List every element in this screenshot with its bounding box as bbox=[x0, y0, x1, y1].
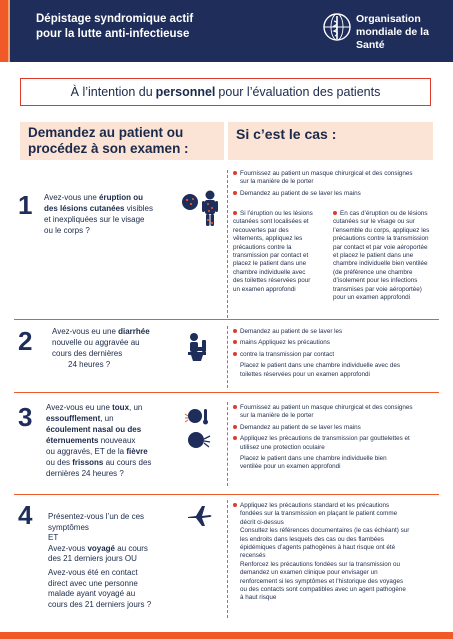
action-line: épidémiques d’agents pathogènes à haut risque ont été bbox=[240, 544, 396, 552]
section-4-question-line: direct avec une personne bbox=[48, 578, 138, 588]
action-text: Fournissez au patient un masque chirurgical et des consignes bbox=[240, 170, 413, 177]
action-line: utilisez une protection oculaire bbox=[240, 443, 325, 451]
section-4-question bbox=[48, 512, 180, 610]
bullet-dot-icon bbox=[233, 211, 237, 215]
action-text: contre la transmission par contact bbox=[240, 350, 335, 358]
section-1-question bbox=[44, 192, 176, 236]
action-bullet bbox=[233, 435, 445, 443]
bullet-dot-icon bbox=[233, 191, 237, 195]
action-line bbox=[233, 210, 335, 218]
section-1-question-line: des lésions cutanées visibles bbox=[44, 204, 153, 213]
bullet-dot-icon bbox=[233, 171, 237, 175]
section-3-separator bbox=[227, 402, 228, 486]
bullet-dot-icon bbox=[333, 211, 337, 215]
section-1-separator bbox=[227, 170, 228, 318]
action-line: précautions contre la bbox=[233, 243, 292, 251]
action-line: placez le patient dans une bbox=[233, 260, 307, 268]
skin-rash-icon bbox=[180, 188, 224, 228]
action-line: renforcement si les symptômes et l’historique des voyages bbox=[240, 577, 404, 585]
section-1-question-line: et inexpliquées sur le visage bbox=[44, 215, 145, 224]
column-header-questions-line2: procédez à son examen : bbox=[28, 141, 189, 156]
action-text: Demandez au patient de se laver les mains bbox=[240, 189, 361, 197]
section-divider bbox=[14, 392, 439, 393]
action-text: mains Appliquez les précautions bbox=[240, 339, 330, 347]
action-line: et placez le patient dans une bbox=[333, 252, 414, 260]
action-bullet bbox=[233, 424, 445, 432]
section-3-question-line: Avez-vous eu une toux, un bbox=[46, 403, 143, 412]
action-line: précautions contre la transmission bbox=[333, 235, 429, 243]
section-3-question bbox=[46, 402, 180, 479]
bullet-dot-icon bbox=[233, 340, 237, 344]
who-name bbox=[356, 13, 453, 52]
action-line: fondées sur la transmission en plaçant le patient comme bbox=[240, 510, 398, 518]
bullet-dot-icon bbox=[233, 503, 237, 507]
section-4-question-line: Avez-vous voyagé au cours bbox=[48, 543, 148, 553]
cough-fever-icon bbox=[184, 406, 212, 456]
section-3-question-line: ou aggravés, ET de la fièvre bbox=[46, 447, 148, 456]
column-header-actions: Si c’est le cas : bbox=[228, 122, 433, 160]
action-bullet bbox=[233, 339, 443, 347]
action-line: un examen approfondi bbox=[233, 285, 296, 293]
action-line bbox=[333, 210, 445, 218]
section-2-number: 2 bbox=[18, 326, 33, 356]
section-4-number: 4 bbox=[18, 500, 33, 530]
bullet-dot-icon bbox=[233, 405, 237, 409]
action-text: Appliquez les précautions de transmission par gouttelettes et bbox=[240, 435, 410, 443]
section-1-question-line: ou le corps ? bbox=[44, 226, 90, 235]
action-line: toilettes réservées pour un examen approfondi bbox=[240, 370, 370, 378]
action-line: demandez un examen clinique pour envisager un bbox=[240, 569, 378, 577]
section-2-question-line: cours des dernières bbox=[52, 349, 123, 358]
action-line: ou des contacts sont compatibles avec un agent pathogène bbox=[240, 586, 406, 594]
section-2-question-line: Avez-vous eu une diarrhée bbox=[52, 327, 150, 336]
section-4-question-line: ET bbox=[48, 533, 59, 543]
section-2-question bbox=[52, 326, 180, 370]
action-bullet bbox=[233, 328, 443, 336]
action-line: cutanées sont localisées et bbox=[233, 218, 309, 226]
bullet-dot-icon bbox=[233, 329, 237, 333]
action-text: Demandez au patient de se laver les bbox=[240, 328, 343, 335]
action-line: vêtements, appliquez les bbox=[233, 235, 303, 243]
section-1-actions-widespread bbox=[333, 210, 445, 302]
section-4-question-line: des 21 derniers jours OU bbox=[48, 554, 137, 564]
audience-banner bbox=[20, 78, 431, 106]
action-line: ventilée pour un examen approfondi bbox=[240, 463, 341, 471]
action-line: des toilettes réservées pour bbox=[233, 277, 311, 285]
action-line: Placez le patient dans une chambre individuelle avec des bbox=[240, 362, 400, 370]
action-line: les endroits dans lesquels des cas ou des flambées bbox=[240, 535, 384, 543]
column-header-questions bbox=[20, 122, 224, 160]
section-2-question-line: 24 heures ? bbox=[68, 360, 111, 369]
action-line: cutanées sur le visage ou sur bbox=[333, 218, 415, 226]
who-emblem-icon bbox=[322, 12, 352, 42]
header-accent-stripe-light bbox=[8, 0, 10, 62]
bullet-dot-icon bbox=[233, 436, 237, 440]
section-1-number: 1 bbox=[18, 190, 33, 220]
who-name-line1: Organisation bbox=[356, 13, 421, 25]
action-line: décrit ci-dessus bbox=[240, 518, 284, 526]
section-1-question-line: Avez-vous une éruption ou bbox=[44, 193, 143, 202]
airplane-icon bbox=[186, 504, 214, 528]
bullet-dot-icon bbox=[233, 425, 237, 429]
action-line: Renforcez les précautions fondées sur la transmission ou bbox=[240, 560, 400, 568]
action-line: transmission par contact et bbox=[233, 252, 309, 260]
action-text: En cas d’éruption ou de lésions bbox=[340, 210, 428, 217]
action-line: (de préférence une chambre bbox=[333, 268, 413, 276]
section-4-question-line: cours des 21 derniers jours ? bbox=[48, 599, 152, 609]
action-line: à haut risque bbox=[240, 594, 277, 602]
action-bullet bbox=[233, 404, 445, 412]
action-line: sur la manière de le porter bbox=[240, 178, 314, 186]
action-line: recouvertes par des bbox=[233, 226, 289, 234]
section-3-question-line: essoufflement, un bbox=[46, 414, 114, 423]
action-text: Appliquez les précautions standard et les précautions bbox=[240, 502, 390, 509]
section-3-actions bbox=[233, 404, 445, 472]
action-line: par contact et par voie aéroportée bbox=[333, 243, 428, 251]
section-2-question-line: nouvelle ou aggravée au bbox=[52, 338, 140, 347]
audience-suffix: pour l’évaluation des patients bbox=[218, 85, 381, 99]
bullet-dot-icon bbox=[233, 352, 237, 356]
document-title-line1: Dépistage syndromique actif bbox=[36, 13, 194, 25]
section-4-question-line: Avez-vous été en contact bbox=[48, 567, 138, 577]
section-1-actions-top bbox=[233, 170, 438, 198]
document-title bbox=[36, 12, 256, 42]
action-bullet bbox=[233, 351, 443, 359]
section-3-question-line: dernières 24 heures ? bbox=[46, 469, 124, 478]
action-line: recensés bbox=[240, 552, 266, 560]
section-1-actions-localized bbox=[233, 210, 335, 294]
action-text: Demandez au patient de se laver les mains bbox=[240, 423, 361, 431]
document-title-line2: pour la lutte anti-infectieuse bbox=[36, 28, 190, 40]
action-bullet bbox=[233, 502, 445, 510]
who-name-line2: mondiale de la Santé bbox=[356, 26, 429, 51]
section-divider bbox=[14, 494, 439, 495]
action-line: Consultez les références documentaires (le cas échéant) sur bbox=[240, 527, 410, 535]
action-line: d’isolement pour les infections bbox=[333, 277, 418, 285]
footer-stripe bbox=[0, 632, 453, 639]
section-4-separator bbox=[227, 500, 228, 618]
action-text: Si l’éruption ou les lésions bbox=[240, 210, 313, 217]
action-line: transmises par voie aéroportée) bbox=[333, 285, 422, 293]
section-3-number: 3 bbox=[18, 402, 33, 432]
action-line: chambre individuelle bien ventilée bbox=[333, 260, 428, 268]
section-4-actions bbox=[233, 502, 445, 603]
section-4-question-line: Présentez-vous l’un de ces bbox=[48, 512, 145, 521]
action-bullet bbox=[233, 190, 438, 198]
action-line: sur la manière de le porter bbox=[240, 412, 314, 420]
section-4-question-line: malade ayant voyagé au bbox=[48, 589, 136, 599]
action-line: Placez le patient dans une chambre individuelle bien bbox=[240, 455, 387, 463]
action-line: pour un examen approfondi bbox=[333, 294, 411, 302]
action-line: chambre individuelle avec bbox=[233, 268, 306, 276]
section-divider bbox=[14, 319, 439, 320]
section-2-actions bbox=[233, 328, 443, 379]
action-bullet bbox=[233, 170, 438, 178]
section-3-question-line: écoulement nasal ou des bbox=[46, 425, 142, 434]
section-3-question-line: ou des frissons au cours des bbox=[46, 458, 152, 467]
toilet-person-icon bbox=[186, 332, 208, 362]
header-accent-stripe bbox=[0, 0, 8, 62]
audience-bold: personnel bbox=[155, 85, 216, 99]
section-3-question-line: éternuements nouveaux bbox=[46, 436, 136, 445]
action-line: l’ensemble du corps, appliquez les bbox=[333, 226, 430, 234]
action-text: Fournissez au patient un masque chirurgical et des consignes bbox=[240, 404, 413, 411]
audience-prefix: À l’intention du bbox=[70, 85, 153, 99]
section-4-question-line: symptômes bbox=[48, 522, 89, 532]
section-2-separator bbox=[227, 326, 228, 388]
column-header-questions-line1: Demandez au patient ou bbox=[28, 125, 184, 140]
